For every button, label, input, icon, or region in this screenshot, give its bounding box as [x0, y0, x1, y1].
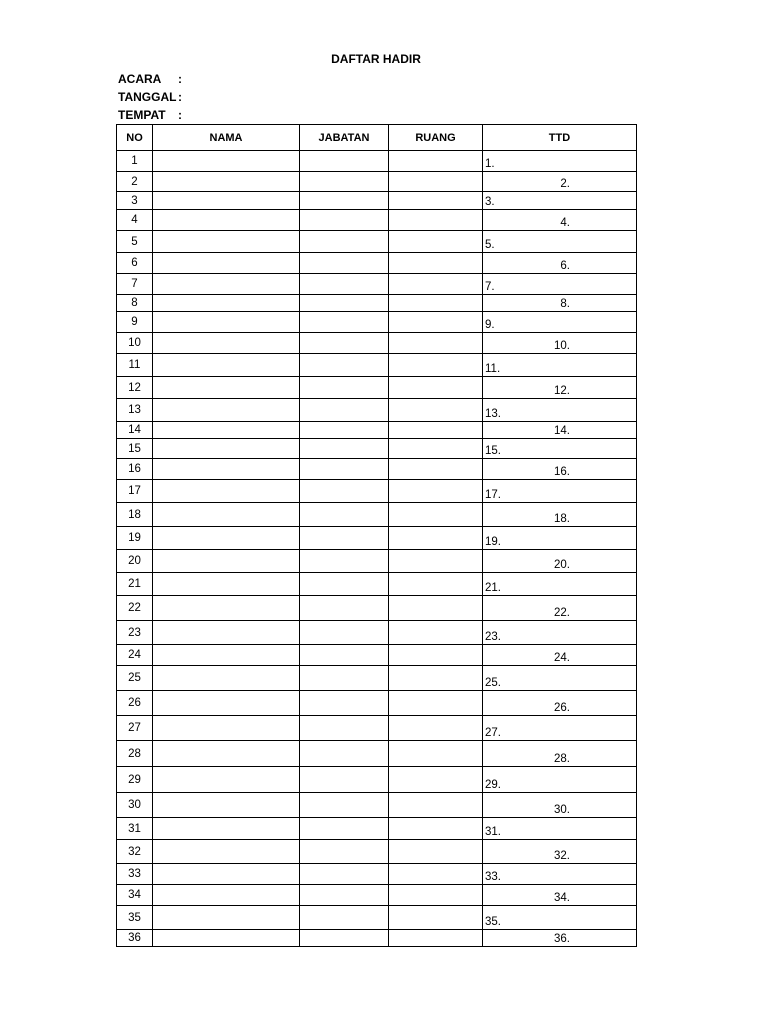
table-row: [117, 840, 637, 864]
jabatan-cell[interactable]: [300, 231, 389, 253]
row-number: 28: [117, 741, 153, 767]
signature-cell[interactable]: [483, 422, 637, 439]
table-row: [117, 527, 637, 550]
ruang-cell[interactable]: [389, 312, 483, 333]
signature-number: 30.: [554, 804, 570, 816]
jabatan-cell[interactable]: [300, 151, 389, 172]
signature-cell[interactable]: [483, 716, 637, 741]
signature-cell[interactable]: [483, 354, 637, 377]
nama-cell[interactable]: [153, 253, 300, 274]
column-header-ruang: RUANG: [389, 125, 483, 151]
ruang-cell[interactable]: [389, 399, 483, 422]
row-number: 13: [117, 399, 153, 422]
row-number: 2: [117, 172, 153, 192]
ruang-cell[interactable]: [389, 439, 483, 459]
table-row: [117, 741, 637, 767]
signature-cell[interactable]: [483, 377, 637, 399]
jabatan-cell[interactable]: [300, 930, 389, 947]
ruang-cell[interactable]: [389, 210, 483, 231]
event-info-tempat: [118, 106, 182, 124]
signature-number: 19.: [485, 536, 501, 548]
nama-cell[interactable]: [153, 295, 300, 312]
signature-cell[interactable]: [483, 930, 637, 947]
signature-cell[interactable]: [483, 312, 637, 333]
table-row: [117, 596, 637, 621]
table-row: [117, 274, 637, 295]
row-number: 31: [117, 818, 153, 840]
nama-cell[interactable]: [153, 741, 300, 767]
signature-cell[interactable]: [483, 573, 637, 596]
nama-cell[interactable]: [153, 645, 300, 666]
signature-cell[interactable]: [483, 621, 637, 645]
signature-number: 24.: [554, 652, 570, 664]
signature-number: 9.: [485, 319, 495, 331]
table-row: [117, 550, 637, 573]
table-header-row: [117, 125, 637, 151]
ruang-cell[interactable]: [389, 253, 483, 274]
signature-number: 2.: [560, 178, 570, 190]
jabatan-cell[interactable]: [300, 864, 389, 885]
column-header-jabatan: JABATAN: [300, 125, 389, 151]
row-number: 36: [117, 930, 153, 947]
jabatan-cell[interactable]: [300, 274, 389, 295]
ruang-cell[interactable]: [389, 930, 483, 947]
signature-cell[interactable]: [483, 741, 637, 767]
row-number: 1: [117, 151, 153, 172]
ruang-cell[interactable]: [389, 691, 483, 716]
ruang-cell[interactable]: [389, 864, 483, 885]
jabatan-cell[interactable]: [300, 550, 389, 573]
signature-cell[interactable]: [483, 399, 637, 422]
table-row: [117, 231, 637, 253]
signature-cell[interactable]: [483, 151, 637, 172]
ruang-cell[interactable]: [389, 354, 483, 377]
jabatan-cell[interactable]: [300, 354, 389, 377]
acara-colon: :: [178, 72, 182, 86]
acara-label: ACARA: [118, 72, 162, 86]
jabatan-cell[interactable]: [300, 573, 389, 596]
nama-cell[interactable]: [153, 930, 300, 947]
ruang-cell[interactable]: [389, 840, 483, 864]
table-row: [117, 885, 637, 906]
nama-cell[interactable]: [153, 480, 300, 503]
row-number: 15: [117, 439, 153, 459]
jabatan-cell[interactable]: [300, 172, 389, 192]
row-number: 29: [117, 767, 153, 793]
jabatan-cell[interactable]: [300, 210, 389, 231]
signature-cell[interactable]: [483, 666, 637, 691]
row-number: 25: [117, 666, 153, 691]
table-row: [117, 621, 637, 645]
nama-cell[interactable]: [153, 172, 300, 192]
signature-number: 14.: [554, 425, 570, 437]
nama-cell[interactable]: [153, 840, 300, 864]
row-number: 11: [117, 354, 153, 377]
jabatan-cell[interactable]: [300, 459, 389, 480]
ruang-cell[interactable]: [389, 645, 483, 666]
column-header-nama: NAMA: [153, 125, 300, 151]
row-number: 17: [117, 480, 153, 503]
table-row: [117, 172, 637, 192]
signature-number: 12.: [554, 385, 570, 397]
row-number: 10: [117, 333, 153, 354]
jabatan-cell[interactable]: [300, 422, 389, 439]
jabatan-cell[interactable]: [300, 527, 389, 550]
ruang-cell[interactable]: [389, 295, 483, 312]
signature-number: 26.: [554, 702, 570, 714]
signature-number: 1.: [485, 158, 495, 170]
nama-cell[interactable]: [153, 573, 300, 596]
table-row: [117, 253, 637, 274]
jabatan-cell[interactable]: [300, 840, 389, 864]
document-title: DAFTAR HADIR: [331, 52, 421, 66]
event-info: [118, 70, 182, 124]
nama-cell[interactable]: [153, 716, 300, 741]
signature-cell[interactable]: [483, 231, 637, 253]
table-row: [117, 645, 637, 666]
ruang-cell[interactable]: [389, 274, 483, 295]
signature-cell[interactable]: [483, 480, 637, 503]
tanggal-label: TANGGAL: [118, 90, 177, 104]
nama-cell[interactable]: [153, 354, 300, 377]
ruang-cell[interactable]: [389, 741, 483, 767]
nama-cell[interactable]: [153, 864, 300, 885]
signature-number: 32.: [554, 850, 570, 862]
nama-cell[interactable]: [153, 621, 300, 645]
row-number: 32: [117, 840, 153, 864]
ruang-cell[interactable]: [389, 906, 483, 930]
table-row: [117, 793, 637, 818]
signature-cell[interactable]: [483, 550, 637, 573]
ruang-cell[interactable]: [389, 480, 483, 503]
signature-number: 16.: [554, 466, 570, 478]
row-number: 3: [117, 192, 153, 210]
signature-cell[interactable]: [483, 295, 637, 312]
signature-number: 23.: [485, 631, 501, 643]
ruang-cell[interactable]: [389, 885, 483, 906]
signature-number: 35.: [485, 916, 501, 928]
signature-cell[interactable]: [483, 274, 637, 295]
row-number: 34: [117, 885, 153, 906]
row-number: 19: [117, 527, 153, 550]
nama-cell[interactable]: [153, 422, 300, 439]
nama-cell[interactable]: [153, 231, 300, 253]
nama-cell[interactable]: [153, 906, 300, 930]
signature-number: 34.: [554, 892, 570, 904]
signature-cell[interactable]: [483, 767, 637, 793]
jabatan-cell[interactable]: [300, 377, 389, 399]
row-number: 12: [117, 377, 153, 399]
table-row: [117, 573, 637, 596]
column-header-ttd: TTD: [483, 125, 637, 151]
jabatan-cell[interactable]: [300, 253, 389, 274]
jabatan-cell[interactable]: [300, 741, 389, 767]
signature-cell[interactable]: [483, 333, 637, 354]
row-number: 6: [117, 253, 153, 274]
signature-number: 4.: [560, 217, 570, 229]
signature-cell[interactable]: [483, 459, 637, 480]
nama-cell[interactable]: [153, 399, 300, 422]
event-info-acara: [118, 70, 182, 88]
jabatan-cell[interactable]: [300, 312, 389, 333]
nama-cell[interactable]: [153, 767, 300, 793]
ruang-cell[interactable]: [389, 550, 483, 573]
ruang-cell[interactable]: [389, 422, 483, 439]
nama-cell[interactable]: [153, 666, 300, 691]
signature-cell[interactable]: [483, 210, 637, 231]
nama-cell[interactable]: [153, 274, 300, 295]
table-row: [117, 439, 637, 459]
nama-cell[interactable]: [153, 885, 300, 906]
row-number: 35: [117, 906, 153, 930]
nama-cell[interactable]: [153, 312, 300, 333]
table-row: [117, 192, 637, 210]
tempat-colon: :: [178, 108, 182, 122]
nama-cell[interactable]: [153, 818, 300, 840]
signature-number: 28.: [554, 753, 570, 765]
nama-cell[interactable]: [153, 459, 300, 480]
ruang-cell[interactable]: [389, 231, 483, 253]
signature-number: 11.: [485, 363, 501, 375]
jabatan-cell[interactable]: [300, 767, 389, 793]
ruang-cell[interactable]: [389, 192, 483, 210]
column-header-no: NO: [117, 125, 153, 151]
jabatan-cell[interactable]: [300, 818, 389, 840]
row-number: 30: [117, 793, 153, 818]
attendance-table: [116, 124, 637, 947]
signature-number: 27.: [485, 727, 501, 739]
row-number: 22: [117, 596, 153, 621]
nama-cell[interactable]: [153, 377, 300, 399]
signature-number: 6.: [560, 260, 570, 272]
ruang-cell[interactable]: [389, 459, 483, 480]
ruang-cell[interactable]: [389, 333, 483, 354]
row-number: 16: [117, 459, 153, 480]
signature-number: 21.: [485, 582, 501, 594]
jabatan-cell[interactable]: [300, 192, 389, 210]
jabatan-cell[interactable]: [300, 716, 389, 741]
jabatan-cell[interactable]: [300, 691, 389, 716]
row-number: 21: [117, 573, 153, 596]
row-number: 9: [117, 312, 153, 333]
event-info-tanggal: [118, 88, 182, 106]
row-number: 33: [117, 864, 153, 885]
signature-cell[interactable]: [483, 645, 637, 666]
table-row: [117, 767, 637, 793]
row-number: 7: [117, 274, 153, 295]
signature-number: 17.: [485, 489, 501, 501]
table-row: [117, 377, 637, 399]
table-row: [117, 422, 637, 439]
nama-cell[interactable]: [153, 550, 300, 573]
signature-number: 15.: [485, 445, 501, 457]
table-row: [117, 399, 637, 422]
signature-number: 25.: [485, 677, 501, 689]
jabatan-cell[interactable]: [300, 399, 389, 422]
signature-cell[interactable]: [483, 691, 637, 716]
jabatan-cell[interactable]: [300, 906, 389, 930]
signature-cell[interactable]: [483, 885, 637, 906]
signature-number: 13.: [485, 408, 501, 420]
ruang-cell[interactable]: [389, 596, 483, 621]
jabatan-cell[interactable]: [300, 596, 389, 621]
signature-number: 36.: [554, 933, 570, 945]
table-row: [117, 930, 637, 947]
row-number: 26: [117, 691, 153, 716]
jabatan-cell[interactable]: [300, 503, 389, 527]
table-row: [117, 354, 637, 377]
row-number: 18: [117, 503, 153, 527]
row-number: 23: [117, 621, 153, 645]
table-row: [117, 151, 637, 172]
table-row: [117, 210, 637, 231]
row-number: 4: [117, 210, 153, 231]
signature-cell[interactable]: [483, 192, 637, 210]
ruang-cell[interactable]: [389, 172, 483, 192]
ruang-cell[interactable]: [389, 621, 483, 645]
row-number: 20: [117, 550, 153, 573]
jabatan-cell[interactable]: [300, 885, 389, 906]
jabatan-cell[interactable]: [300, 295, 389, 312]
ruang-cell[interactable]: [389, 666, 483, 691]
signature-cell[interactable]: [483, 906, 637, 930]
tanggal-colon: :: [178, 90, 182, 104]
ruang-cell[interactable]: [389, 503, 483, 527]
signature-number: 5.: [485, 239, 495, 251]
nama-cell[interactable]: [153, 596, 300, 621]
signature-cell[interactable]: [483, 818, 637, 840]
jabatan-cell[interactable]: [300, 333, 389, 354]
table-row: [117, 864, 637, 885]
ruang-cell[interactable]: [389, 818, 483, 840]
signature-cell[interactable]: [483, 172, 637, 192]
nama-cell[interactable]: [153, 793, 300, 818]
jabatan-cell[interactable]: [300, 621, 389, 645]
signature-number: 3.: [485, 196, 495, 208]
ruang-cell[interactable]: [389, 716, 483, 741]
tempat-label: TEMPAT: [118, 108, 166, 122]
table-row: [117, 691, 637, 716]
signature-cell[interactable]: [483, 439, 637, 459]
nama-cell[interactable]: [153, 192, 300, 210]
nama-cell[interactable]: [153, 210, 300, 231]
row-number: 8: [117, 295, 153, 312]
row-number: 24: [117, 645, 153, 666]
nama-cell[interactable]: [153, 691, 300, 716]
row-number: 14: [117, 422, 153, 439]
ruang-cell[interactable]: [389, 573, 483, 596]
signature-cell[interactable]: [483, 503, 637, 527]
table-row: [117, 333, 637, 354]
row-number: 27: [117, 716, 153, 741]
signature-cell[interactable]: [483, 596, 637, 621]
table-row: [117, 503, 637, 527]
row-number: 5: [117, 231, 153, 253]
signature-number: 22.: [554, 607, 570, 619]
jabatan-cell[interactable]: [300, 480, 389, 503]
signature-number: 7.: [485, 281, 495, 293]
signature-cell[interactable]: [483, 793, 637, 818]
table-row: [117, 716, 637, 741]
ruang-cell[interactable]: [389, 377, 483, 399]
signature-number: 8.: [560, 298, 570, 310]
jabatan-cell[interactable]: [300, 666, 389, 691]
nama-cell[interactable]: [153, 527, 300, 550]
signature-number: 10.: [554, 340, 570, 352]
table-body: [117, 151, 637, 947]
signature-number: 33.: [485, 871, 501, 883]
ruang-cell[interactable]: [389, 527, 483, 550]
ruang-cell[interactable]: [389, 151, 483, 172]
table-row: [117, 312, 637, 333]
ruang-cell[interactable]: [389, 767, 483, 793]
table-row: [117, 818, 637, 840]
signature-cell[interactable]: [483, 253, 637, 274]
ruang-cell[interactable]: [389, 793, 483, 818]
signature-number: 18.: [554, 513, 570, 525]
jabatan-cell[interactable]: [300, 645, 389, 666]
signature-cell[interactable]: [483, 527, 637, 550]
signature-number: 29.: [485, 779, 501, 791]
signature-number: 20.: [554, 559, 570, 571]
jabatan-cell[interactable]: [300, 793, 389, 818]
table-row: [117, 295, 637, 312]
signature-cell[interactable]: [483, 840, 637, 864]
signature-cell[interactable]: [483, 864, 637, 885]
signature-number: 31.: [485, 826, 501, 838]
nama-cell[interactable]: [153, 333, 300, 354]
table-row: [117, 906, 637, 930]
jabatan-cell[interactable]: [300, 439, 389, 459]
table-row: [117, 480, 637, 503]
nama-cell[interactable]: [153, 151, 300, 172]
nama-cell[interactable]: [153, 439, 300, 459]
table-row: [117, 666, 637, 691]
table-row: [117, 459, 637, 480]
nama-cell[interactable]: [153, 503, 300, 527]
